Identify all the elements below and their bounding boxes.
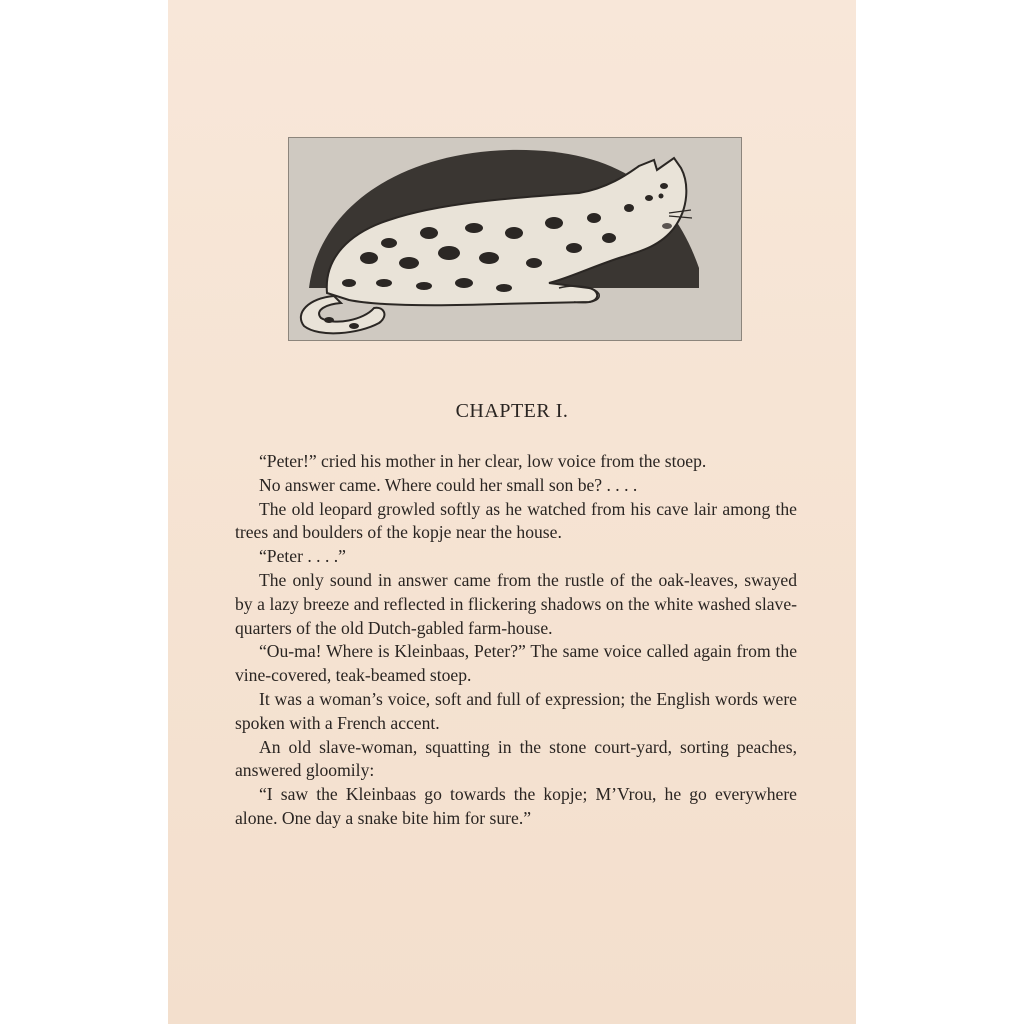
leopard-drawing: [289, 138, 741, 340]
chapter-text: [235, 450, 797, 831]
paragraph: “Ou-ma! Where is Kleinbaas, Peter?” The same voice called again from the vine-covered, teak-beamed stoep.: [235, 641, 797, 686]
paragraph: It was a woman’s voice, soft and full of expression; the English words were spoken with a French accent.: [235, 688, 797, 733]
paragraph: “Peter!” cried his mother in her clear, low voice from the stoep.: [259, 451, 707, 471]
paragraph: No answer came. Where could her small son be? . . . .: [259, 474, 638, 495]
chapter-title: CHAPTER I.: [455, 400, 569, 422]
paragraph: “I saw the Kleinbaas go towards the kopje; M’Vrou, he go everywhere alone. One day a snake bite him for sure.”: [235, 784, 797, 828]
leopard-eye: [659, 194, 664, 199]
paragraph: The only sound in answer came from the rustle of the oak-leaves, swayed by a lazy breeze and reflected in flickering shadows on the white washed slave-quarters of the old Dutch-gabled farm-house.: [235, 569, 797, 638]
book-page: [168, 0, 856, 1024]
paragraph: “Peter . . . .”: [259, 546, 346, 567]
paragraph: The old leopard growled softly as he watched from his cave lair among the trees and boulders of the kopje near the house.: [235, 498, 797, 543]
leopard-tongue: [662, 223, 672, 229]
paragraph: An old slave-woman, squatting in the stone court-yard, sorting peaches, answered gloomily:: [235, 736, 797, 781]
leopard-illustration: [288, 137, 742, 341]
